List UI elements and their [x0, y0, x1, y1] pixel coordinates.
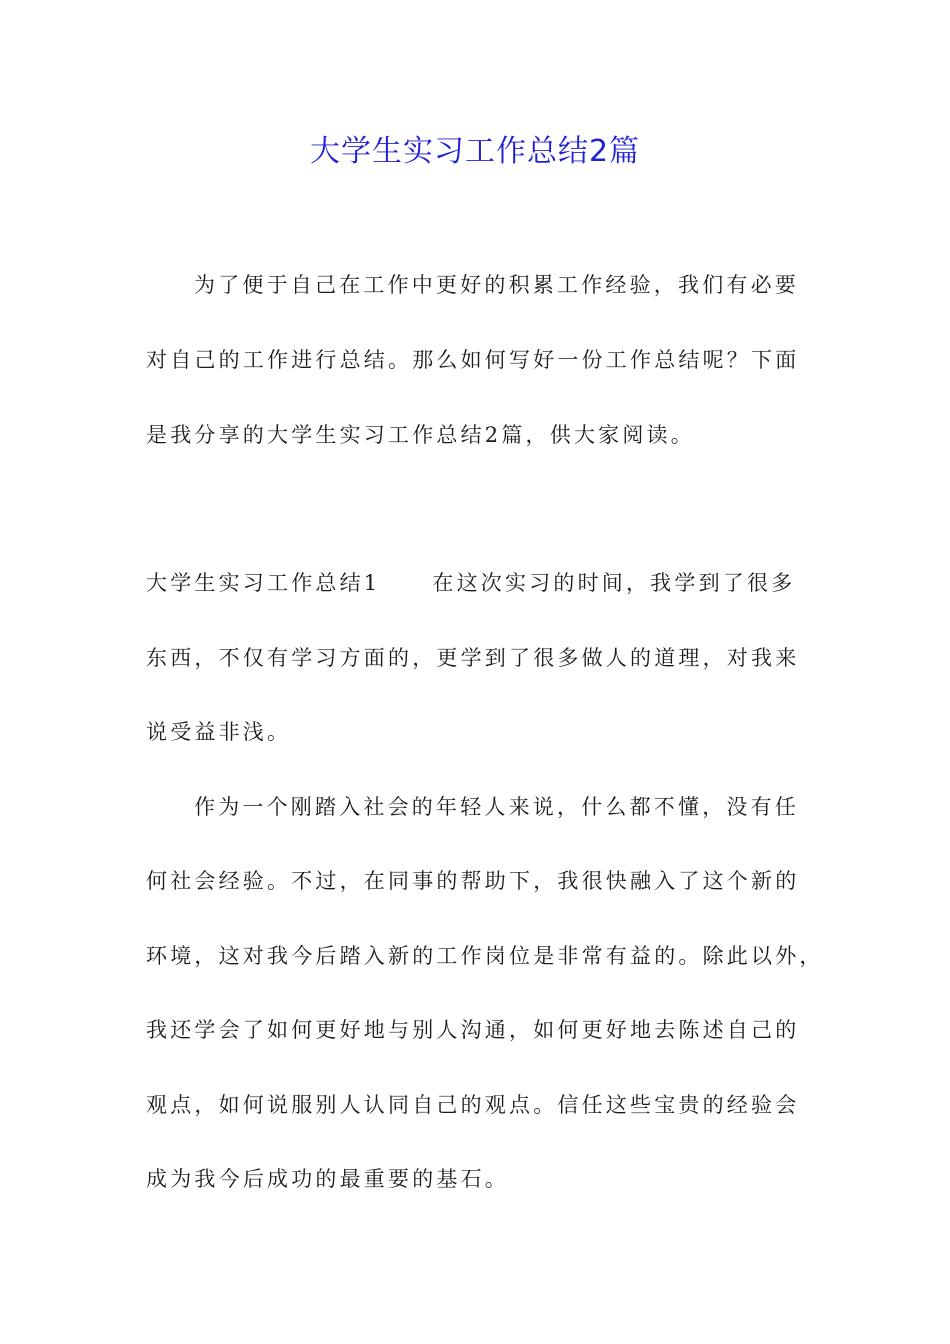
paragraph-line: 我还学会了如何更好地与别人沟通，如何更好地去陈述自己的: [146, 1018, 800, 1042]
intro-line: 对自己的工作进行总结。那么如何写好一份工作总结呢？下面: [146, 348, 800, 372]
section-heading: 大学生实习工作总结1: [146, 571, 381, 595]
paragraph-line: 观点，如何说服别人认同自己的观点。信任这些宝贵的经验会: [146, 1093, 800, 1117]
intro-line: 为了便于自己在工作中更好的积累工作经验，我们有必要: [194, 273, 799, 297]
paragraph-line: 在这次实习的时间，我学到了很多: [432, 571, 796, 595]
document-title: 大学生实习工作总结2篇: [309, 134, 641, 169]
paragraph-line: 何社会经验。不过，在同事的帮助下，我很快融入了这个新的: [146, 869, 800, 893]
intro-line: 是我分享的大学生实习工作总结2篇，供大家阅读。: [146, 423, 695, 447]
paragraph-line: 成为我今后成功的最重要的基石。: [146, 1167, 509, 1191]
paragraph-line: 作为一个刚踏入社会的年轻人来说，什么都不懂，没有任: [194, 795, 799, 819]
section-heading-line: [146, 568, 826, 598]
paragraph-line: 东西，不仅有学习方面的，更学到了很多做人的道理，对我来: [146, 646, 800, 670]
paragraph-line: 环境，这对我今后踏入新的工作岗位是非常有益的。除此以外，: [146, 944, 824, 968]
paragraph-line: 说受益非浅。: [146, 720, 292, 744]
